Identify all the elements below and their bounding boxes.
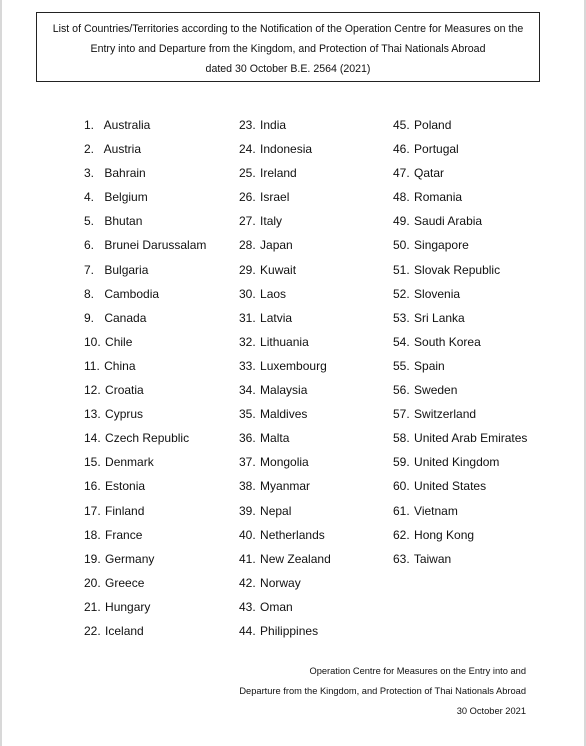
country-name: Romania: [414, 190, 463, 205]
country-column-3: [393, 113, 527, 571]
country-number: 58.: [393, 431, 410, 446]
country-number: 4.: [84, 190, 95, 205]
country-list-item: [393, 523, 527, 547]
country-list-item: [239, 426, 331, 450]
country-list-item: [393, 499, 527, 523]
country-number: 42.: [239, 575, 256, 590]
country-list-item: [239, 137, 331, 161]
country-name: Belgium: [104, 190, 148, 205]
country-name: Sweden: [414, 383, 458, 398]
country-name: Netherlands: [260, 527, 325, 542]
country-list-item: [239, 209, 331, 233]
country-list-item: [239, 595, 331, 619]
country-list-item: [239, 330, 331, 354]
country-name: Myanmar: [260, 479, 311, 494]
country-number: 59.: [393, 455, 410, 470]
country-number: 48.: [393, 190, 410, 205]
country-name: Kuwait: [260, 262, 297, 277]
country-name: Nepal: [260, 503, 292, 518]
country-list-item: [84, 258, 206, 282]
country-list-item: [393, 547, 527, 571]
country-name: Cyprus: [105, 407, 144, 422]
country-number: 45.: [393, 118, 410, 132]
country-list-item: [239, 354, 331, 378]
country-list-item: [84, 619, 206, 643]
header-title-box: [36, 12, 540, 82]
country-number: 21.: [84, 599, 101, 614]
country-list-item: [239, 450, 331, 474]
country-number: 11.: [84, 358, 100, 373]
country-name: Philippines: [260, 623, 319, 638]
country-name: Mongolia: [260, 455, 309, 470]
country-list-item: [84, 161, 206, 185]
country-name: Estonia: [105, 479, 146, 494]
country-list-item: [84, 450, 206, 474]
country-number: 55.: [393, 358, 410, 373]
country-name: Ireland: [260, 166, 297, 181]
country-list-item: [84, 233, 206, 257]
country-number: 19.: [84, 551, 101, 566]
country-list-item: [84, 474, 206, 498]
country-list-item: [239, 547, 331, 571]
country-name: Finland: [105, 503, 145, 518]
country-number: 5.: [84, 214, 95, 229]
country-list-item: [239, 233, 331, 257]
country-name: Brunei Darussalam: [104, 238, 207, 253]
country-name: Malta: [260, 431, 290, 446]
country-number: 37.: [239, 455, 256, 470]
country-list-item: [239, 113, 331, 137]
country-number: 50.: [393, 238, 410, 253]
country-number: 34.: [239, 383, 256, 398]
country-number: 38.: [239, 479, 256, 494]
country-list-item: [239, 378, 331, 402]
country-name: Malaysia: [260, 383, 308, 398]
country-number: 52.: [393, 286, 410, 301]
country-name: South Korea: [414, 334, 481, 349]
country-number: 26.: [239, 190, 256, 205]
country-list-item: [84, 306, 206, 330]
country-number: 6.: [84, 238, 95, 253]
country-number: 1.: [84, 118, 95, 132]
country-name: Austria: [103, 142, 142, 157]
country-number: 23.: [239, 118, 256, 132]
country-number: 17.: [84, 503, 101, 518]
country-number: 24.: [239, 142, 256, 157]
country-name: Italy: [260, 214, 283, 229]
country-number: 61.: [393, 503, 410, 518]
country-list-item: [239, 402, 331, 426]
country-name: Vietnam: [414, 503, 458, 518]
country-name: United States: [414, 479, 487, 494]
country-name: Canada: [104, 310, 147, 325]
country-name: Maldives: [260, 407, 308, 422]
country-number: 46.: [393, 142, 410, 157]
country-name: Laos: [260, 286, 287, 301]
country-name: Bulgaria: [104, 262, 149, 277]
country-list-item: [84, 426, 206, 450]
country-number: 9.: [84, 310, 95, 325]
country-list-item: [84, 282, 206, 306]
country-list-item: [239, 185, 331, 209]
country-name: Czech Republic: [105, 431, 190, 446]
country-name: China: [104, 358, 136, 373]
country-list-item: [84, 547, 206, 571]
footer-signature: [239, 661, 526, 721]
country-number: 56.: [393, 383, 410, 398]
country-number: 54.: [393, 334, 410, 349]
country-list-item: [84, 571, 206, 595]
country-list-item: [239, 523, 331, 547]
country-name: Bahrain: [104, 166, 146, 181]
page-edge-left: [0, 0, 2, 746]
country-list-item: [239, 571, 331, 595]
country-number: 3.: [84, 166, 95, 181]
country-number: 12.: [84, 383, 101, 398]
country-number: 32.: [239, 334, 256, 349]
country-number: 30.: [239, 286, 256, 301]
country-name: Poland: [414, 118, 452, 132]
country-list-item: [84, 499, 206, 523]
country-list-item: [239, 499, 331, 523]
country-list-item: [84, 209, 206, 233]
country-list-item: [239, 306, 331, 330]
country-list-item: [239, 161, 331, 185]
country-list-item: [239, 474, 331, 498]
country-name: United Arab Emirates: [414, 431, 528, 446]
country-number: 57.: [393, 407, 410, 422]
country-number: 28.: [239, 238, 256, 253]
country-name: Bhutan: [104, 214, 143, 229]
country-list-item: [84, 113, 206, 137]
country-list-item: [84, 378, 206, 402]
country-list-item: [393, 378, 527, 402]
country-name: Taiwan: [413, 551, 452, 566]
country-name: Luxembourg: [260, 358, 327, 373]
country-list-item: [84, 354, 206, 378]
country-name: France: [105, 527, 143, 542]
header-line-1: List of Countries/Territories according to the Notification of the Operation Centre for Measures on the: [52, 23, 524, 35]
country-list-item: [393, 450, 527, 474]
country-number: 29.: [239, 262, 256, 277]
country-list-item: [393, 330, 527, 354]
country-column-1: [84, 113, 206, 643]
country-number: 63.: [393, 551, 410, 566]
country-name: Portugal: [414, 142, 459, 157]
country-name: Greece: [105, 575, 145, 590]
country-name: Denmark: [105, 455, 154, 470]
country-name: Oman: [260, 599, 293, 614]
country-list-item: [393, 113, 527, 137]
country-name: Latvia: [260, 310, 293, 325]
country-number: 16.: [84, 479, 101, 494]
country-number: 40.: [239, 527, 256, 542]
country-number: 25.: [239, 166, 256, 181]
country-name: Croatia: [105, 383, 144, 398]
footer-line-2: Departure from the Kingdom, and Protection of Thai Nationals Abroad: [239, 686, 526, 696]
country-number: 18.: [84, 527, 101, 542]
country-name: Iceland: [105, 623, 144, 638]
country-number: 8.: [84, 286, 95, 301]
country-name: Spain: [414, 358, 445, 373]
country-number: 39.: [239, 503, 256, 518]
country-column-2: [239, 113, 331, 643]
country-name: Chile: [105, 334, 133, 349]
country-number: 36.: [239, 431, 256, 446]
country-number: 44.: [239, 623, 256, 638]
country-list-item: [239, 619, 331, 643]
country-number: 7.: [84, 262, 95, 277]
header-line-2: Entry into and Departure from the Kingdom, and Protection of Thai Nationals Abroad: [90, 43, 486, 55]
country-list-item: [84, 402, 206, 426]
country-list-item: [84, 523, 206, 547]
country-name: Qatar: [414, 166, 445, 181]
country-name: Australia: [103, 118, 151, 132]
country-number: 62.: [393, 527, 410, 542]
country-name: Lithuania: [260, 334, 309, 349]
country-list-item: [393, 402, 527, 426]
country-list-item: [84, 330, 206, 354]
country-list-item: [393, 306, 527, 330]
country-name: Slovak Republic: [414, 262, 501, 277]
country-name: Israel: [260, 190, 290, 205]
country-list-item: [393, 209, 527, 233]
country-name: India: [260, 118, 287, 132]
country-list-item: [393, 185, 527, 209]
footer-date: 30 October 2021: [456, 706, 526, 716]
country-name: Hong Kong: [414, 527, 475, 542]
country-list-item: [393, 354, 527, 378]
country-name: United Kingdom: [414, 455, 500, 470]
footer-line-1: Operation Centre for Measures on the Entry into and: [309, 666, 526, 676]
country-name: Indonesia: [260, 142, 313, 157]
country-number: 31.: [239, 310, 256, 325]
country-name: Sri Lanka: [414, 310, 465, 325]
country-name: Slovenia: [414, 286, 461, 301]
country-number: 10.: [84, 334, 101, 349]
country-list-item: [84, 185, 206, 209]
header-line-3: dated 30 October B.E. 2564 (2021): [205, 63, 371, 75]
country-list-item: [393, 474, 527, 498]
country-list-item: [84, 137, 206, 161]
country-name: Saudi Arabia: [414, 214, 483, 229]
country-number: 51.: [393, 262, 410, 277]
country-number: 35.: [239, 407, 256, 422]
country-number: 47.: [393, 166, 410, 181]
country-number: 53.: [393, 310, 410, 325]
country-number: 13.: [84, 407, 101, 422]
country-list-item: [393, 137, 527, 161]
country-name: Japan: [260, 238, 293, 253]
country-number: 22.: [84, 623, 101, 638]
country-list-item: [239, 258, 331, 282]
country-name: Norway: [260, 575, 301, 590]
country-list-item: [393, 426, 527, 450]
country-name: Hungary: [105, 599, 151, 614]
country-number: 2.: [84, 142, 95, 157]
country-number: 15.: [84, 455, 101, 470]
country-name: Switzerland: [414, 407, 477, 422]
country-number: 49.: [393, 214, 410, 229]
country-list-item: [393, 233, 527, 257]
country-number: 14.: [84, 431, 101, 446]
country-list-item: [393, 282, 527, 306]
country-number: 41.: [239, 551, 256, 566]
country-list-item: [239, 282, 331, 306]
country-name: New Zealand: [260, 551, 331, 566]
country-number: 43.: [239, 599, 256, 614]
country-list-item: [393, 258, 527, 282]
country-list-item: [84, 595, 206, 619]
country-name: Cambodia: [104, 286, 160, 301]
country-name: Germany: [105, 551, 155, 566]
country-number: 27.: [239, 214, 256, 229]
country-number: 33.: [239, 358, 256, 373]
country-number: 20.: [84, 575, 101, 590]
country-list-item: [393, 161, 527, 185]
country-name: Singapore: [414, 238, 469, 253]
country-number: 60.: [393, 479, 410, 494]
